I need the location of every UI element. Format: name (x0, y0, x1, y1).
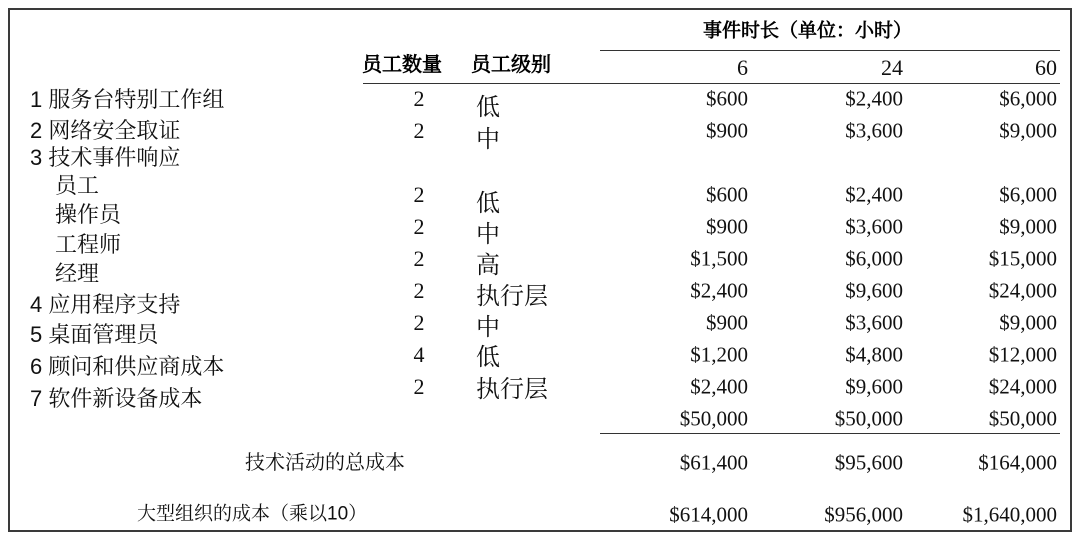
cost-cell-24h: $3,600 (845, 310, 903, 335)
cost-cell-6h: $1,500 (690, 246, 748, 271)
staff-level-cell: 执行层 (476, 376, 548, 403)
total-cost-24h: $95,600 (834, 450, 903, 475)
cost-cell-24h: $3,600 (845, 118, 903, 143)
staff-count-cell: 4 (413, 342, 425, 367)
large-org-cost-24h: $956,000 (824, 502, 903, 527)
cost-cell-24h: $2,400 (845, 182, 903, 207)
cost-cell-60h: $9,000 (999, 118, 1057, 143)
cost-cell-6h: $1,200 (690, 342, 748, 367)
staff-count-header: 员工数量 (362, 54, 442, 76)
staff-level-cell: 中 (476, 314, 500, 341)
cost-cell-60h: $6,000 (999, 182, 1057, 207)
cost-cell-60h: $9,000 (999, 214, 1057, 239)
cost-cell-60h: $9,000 (999, 310, 1057, 335)
staff-count-cell: 2 (413, 278, 425, 303)
staff-level-cell: 高 (476, 252, 500, 279)
staff-count-cell: 2 (413, 214, 425, 239)
category-label: 3 技术事件响应 (30, 145, 181, 170)
category-label: 1 服务台特别工作组 (30, 87, 225, 112)
column-header-rule (363, 83, 1060, 84)
subtotal-rule (600, 433, 1060, 434)
total-cost-60h: $164,000 (978, 450, 1057, 475)
cost-cell-6h: $2,400 (690, 278, 748, 303)
sub-category-label: 操作员 (55, 202, 122, 227)
staff-count-cell: 2 (413, 118, 425, 143)
hours-header-6: 6 (737, 55, 748, 80)
category-label: 5 桌面管理员 (30, 322, 159, 347)
cost-cell-24h: $2,400 (845, 86, 903, 111)
cost-cell-60h: $15,000 (988, 246, 1057, 271)
cost-cell-24h: $9,600 (845, 374, 903, 399)
cost-cell-24h: $4,800 (845, 342, 903, 367)
staff-count-cell: 2 (413, 182, 425, 207)
cost-cell-24h: $50,000 (834, 406, 903, 431)
cost-cell-60h: $24,000 (988, 374, 1057, 399)
staff-level-cell: 低 (476, 190, 500, 217)
hours-header-60: 60 (1035, 55, 1057, 80)
category-label: 7 软件新设备成本 (30, 386, 203, 411)
cost-cell-6h: $50,000 (679, 406, 748, 431)
staff-count-cell: 2 (413, 86, 425, 111)
staff-count-cell: 2 (413, 246, 425, 271)
cost-cell-24h: $9,600 (845, 278, 903, 303)
category-label: 4 应用程序支持 (30, 292, 181, 317)
cost-cell-6h: $900 (706, 118, 748, 143)
staff-level-cell: 低 (476, 94, 500, 121)
cost-cell-60h: $6,000 (999, 86, 1057, 111)
staff-level-header: 员工级别 (471, 54, 551, 76)
staff-count-cell: 2 (413, 374, 425, 399)
sub-category-label: 工程师 (55, 232, 122, 257)
cost-cell-6h: $900 (706, 214, 748, 239)
staff-level-cell: 执行层 (476, 283, 548, 310)
hours-header-24: 24 (881, 55, 903, 80)
total-cost-6h: $61,400 (679, 450, 748, 475)
cost-cell-6h: $2,400 (690, 374, 748, 399)
cost-cell-60h: $50,000 (988, 406, 1057, 431)
cost-cell-60h: $24,000 (988, 278, 1057, 303)
staff-level-cell: 低 (476, 344, 500, 371)
category-label: 2 网络安全取证 (30, 118, 181, 143)
large-org-cost-60h: $1,640,000 (962, 502, 1057, 527)
total-cost-label: 技术活动的总成本 (245, 452, 405, 474)
sub-category-label: 经理 (55, 261, 100, 286)
staff-count-cell: 2 (413, 310, 425, 335)
staff-level-cell: 中 (476, 221, 500, 248)
header-rule (600, 50, 1060, 51)
large-org-cost-6h: $614,000 (669, 502, 748, 527)
sub-category-label: 员工 (55, 173, 100, 198)
large-org-cost-label: 大型组织的成本（乘以10） (137, 503, 368, 525)
category-label: 6 顾问和供应商成本 (30, 354, 225, 379)
cost-cell-6h: $600 (706, 182, 748, 207)
staff-level-cell: 中 (476, 126, 500, 153)
duration-header: 事件时长（单位：小时） (703, 20, 913, 42)
cost-cell-6h: $600 (706, 86, 748, 111)
cost-cell-24h: $3,600 (845, 214, 903, 239)
cost-cell-60h: $12,000 (988, 342, 1057, 367)
cost-cell-6h: $900 (706, 310, 748, 335)
cost-cell-24h: $6,000 (845, 246, 903, 271)
